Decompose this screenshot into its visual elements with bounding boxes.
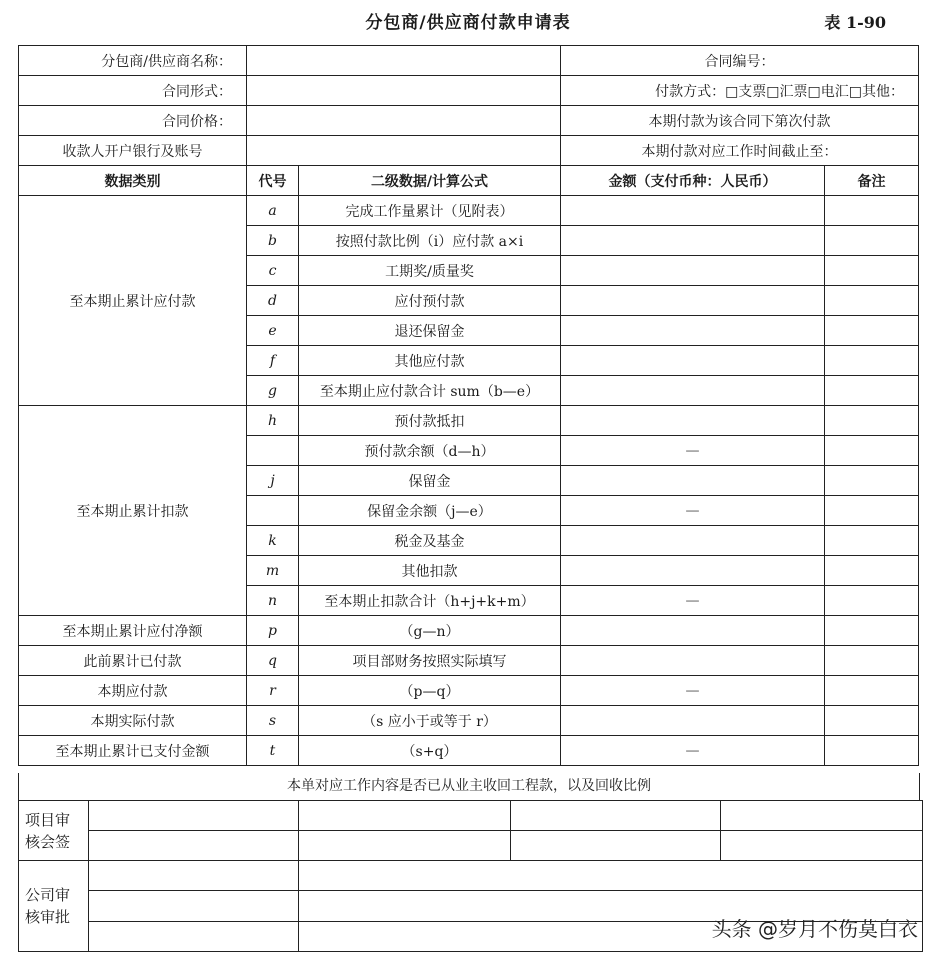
row-amount[interactable]: [561, 706, 825, 736]
header-row: [19, 46, 919, 76]
row-remark[interactable]: [825, 316, 919, 346]
signature-cell[interactable]: [299, 801, 511, 831]
row-formula: 项目部财务按照实际填写: [299, 646, 561, 676]
column-header-remark: 备注: [825, 166, 919, 196]
row-category: 至本期止累计应付净额: [19, 616, 247, 646]
signature-cell[interactable]: [299, 831, 511, 861]
row-code: r: [247, 676, 299, 706]
signature-cell[interactable]: [89, 801, 299, 831]
row-amount: —: [561, 436, 825, 466]
row-formula: 预付款抵扣: [299, 406, 561, 436]
project-review-row: [19, 831, 923, 861]
row-remark[interactable]: [825, 376, 919, 406]
row-remark[interactable]: [825, 286, 919, 316]
company-review-label: 公司审核审批: [19, 861, 89, 952]
row-code: c: [247, 256, 299, 286]
row-formula: （g—n）: [299, 616, 561, 646]
row-formula: 预付款余额（d—h）: [299, 436, 561, 466]
row-amount: —: [561, 496, 825, 526]
row-code: [247, 496, 299, 526]
row-remark[interactable]: [825, 676, 919, 706]
row-amount: —: [561, 586, 825, 616]
row-amount[interactable]: [561, 616, 825, 646]
column-header-formula: 二级数据/计算公式: [299, 166, 561, 196]
row-category: 本期实际付款: [19, 706, 247, 736]
table-row: [19, 616, 919, 646]
row-code: f: [247, 346, 299, 376]
row-amount: —: [561, 736, 825, 766]
bank-account-label: 收款人开户银行及账号: [19, 136, 247, 166]
row-remark[interactable]: [825, 706, 919, 736]
row-formula: 其他应付款: [299, 346, 561, 376]
row-remark[interactable]: [825, 616, 919, 646]
header-row: [19, 106, 919, 136]
vendor-name-field[interactable]: [247, 46, 561, 76]
row-formula: 至本期止应付款合计 sum（b—e）: [299, 376, 561, 406]
row-code: d: [247, 286, 299, 316]
row-remark[interactable]: [825, 196, 919, 226]
row-remark[interactable]: [825, 256, 919, 286]
project-review-row: [19, 801, 923, 831]
row-amount: —: [561, 676, 825, 706]
row-code: j: [247, 466, 299, 496]
table-row: [19, 676, 919, 706]
column-header-row: [19, 166, 919, 196]
row-remark[interactable]: [825, 346, 919, 376]
row-code: m: [247, 556, 299, 586]
row-code: s: [247, 706, 299, 736]
row-remark[interactable]: [825, 556, 919, 586]
row-amount[interactable]: [561, 256, 825, 286]
row-amount[interactable]: [561, 376, 825, 406]
row-remark[interactable]: [825, 406, 919, 436]
row-remark[interactable]: [825, 496, 919, 526]
signature-cell[interactable]: [89, 921, 299, 951]
recovery-note: 本单对应工作内容是否已从业主收回工程款，以及回收比例: [18, 773, 920, 800]
contract-number-label[interactable]: 合同编号：: [561, 46, 919, 76]
signature-cell[interactable]: [89, 831, 299, 861]
contract-price-label: 合同价格：: [19, 106, 247, 136]
row-code: g: [247, 376, 299, 406]
table-row: [19, 406, 919, 436]
row-category: 至本期止累计已支付金额: [19, 736, 247, 766]
payment-request-table: [18, 45, 919, 766]
row-formula: 应付预付款: [299, 286, 561, 316]
column-header-category: 数据类别: [19, 166, 247, 196]
project-review-label: 项目审核会签: [19, 801, 89, 861]
row-remark[interactable]: [825, 586, 919, 616]
row-code: a: [247, 196, 299, 226]
work-period-label[interactable]: 本期付款对应工作时间截止至：: [561, 136, 919, 166]
table-row: [19, 646, 919, 676]
signature-cell[interactable]: [511, 831, 721, 861]
row-category: 本期应付款: [19, 676, 247, 706]
row-formula: 其他扣款: [299, 556, 561, 586]
row-amount[interactable]: [561, 646, 825, 676]
signature-cell[interactable]: [299, 861, 923, 891]
header-row: [19, 76, 919, 106]
contract-type-field[interactable]: [247, 76, 561, 106]
row-formula: 按照付款比例（i）应付款 a×i: [299, 226, 561, 256]
group-label-accumulated-deduction: 至本期止累计扣款: [19, 406, 247, 616]
signature-cell[interactable]: [721, 801, 923, 831]
row-amount[interactable]: [561, 466, 825, 496]
vendor-name-label: 分包商/供应商名称：: [19, 46, 247, 76]
signature-cell[interactable]: [721, 831, 923, 861]
row-amount[interactable]: [561, 286, 825, 316]
row-remark[interactable]: [825, 436, 919, 466]
row-formula: （p—q）: [299, 676, 561, 706]
signature-cell[interactable]: [89, 891, 299, 921]
row-remark[interactable]: [825, 646, 919, 676]
row-category: 此前累计已付款: [19, 646, 247, 676]
group-label-accumulated-payable: 至本期止累计应付款: [19, 196, 247, 406]
table-row: [19, 196, 919, 226]
row-formula: 保留金: [299, 466, 561, 496]
row-code: t: [247, 736, 299, 766]
signature-cell[interactable]: [89, 861, 299, 891]
row-code: b: [247, 226, 299, 256]
watermark: 头条 @岁月不伤莫白衣: [711, 917, 918, 941]
table-number: 表 1-90: [824, 13, 886, 32]
row-code: q: [247, 646, 299, 676]
document-title: 分包商/供应商付款申请表: [365, 13, 571, 33]
row-formula: （s 应小于或等于 r）: [299, 706, 561, 736]
row-formula: 税金及基金: [299, 526, 561, 556]
row-amount[interactable]: [561, 196, 825, 226]
table-row: [19, 736, 919, 766]
row-remark[interactable]: [825, 466, 919, 496]
column-header-code: 代号: [247, 166, 299, 196]
row-formula: 退还保留金: [299, 316, 561, 346]
company-review-row: [19, 861, 923, 891]
row-code: h: [247, 406, 299, 436]
payment-sequence-label[interactable]: 本期付款为该合同下第次付款: [561, 106, 919, 136]
row-amount[interactable]: [561, 226, 825, 256]
row-remark[interactable]: [825, 526, 919, 556]
row-formula: 工期奖/质量奖: [299, 256, 561, 286]
payment-method-label[interactable]: 付款方式：□支票□汇票□电汇□其他：: [561, 76, 919, 106]
row-formula: 完成工作量累计（见附表）: [299, 196, 561, 226]
row-code: k: [247, 526, 299, 556]
header-row: [19, 136, 919, 166]
row-remark[interactable]: [825, 736, 919, 766]
row-code: n: [247, 586, 299, 616]
column-header-amount: 金额（支付币种：人民币）: [561, 166, 825, 196]
contract-price-field[interactable]: [247, 106, 561, 136]
row-amount[interactable]: [561, 346, 825, 376]
row-amount[interactable]: [561, 406, 825, 436]
row-amount[interactable]: [561, 316, 825, 346]
row-formula: 至本期止扣款合计（h+j+k+m）: [299, 586, 561, 616]
row-formula: 保留金余额（j—e）: [299, 496, 561, 526]
row-code: [247, 436, 299, 466]
row-remark[interactable]: [825, 226, 919, 256]
row-code: e: [247, 316, 299, 346]
signature-cell[interactable]: [511, 801, 721, 831]
row-amount[interactable]: [561, 526, 825, 556]
row-code: p: [247, 616, 299, 646]
bank-account-field[interactable]: [247, 136, 561, 166]
row-formula: （s+q）: [299, 736, 561, 766]
contract-type-label: 合同形式：: [19, 76, 247, 106]
row-amount[interactable]: [561, 556, 825, 586]
table-row: [19, 706, 919, 736]
